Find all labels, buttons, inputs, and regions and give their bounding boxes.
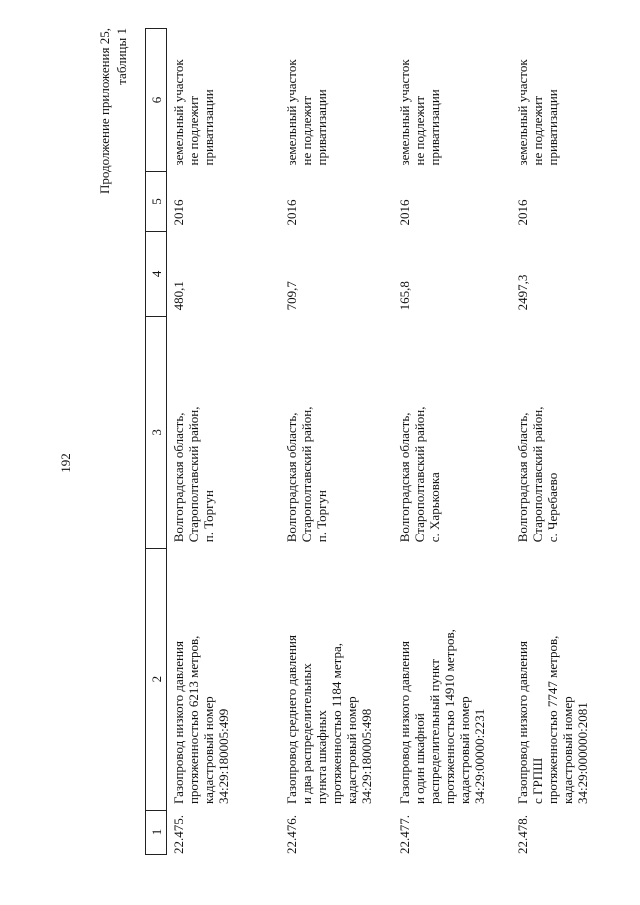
text-line: не подлежит bbox=[411, 95, 427, 166]
property-table bbox=[145, 28, 624, 888]
object-name bbox=[280, 548, 393, 810]
table-row bbox=[167, 29, 280, 889]
text-line: приватизации bbox=[313, 89, 329, 166]
text-line: с ГРПШ bbox=[529, 757, 545, 805]
header-col-2: 2 bbox=[146, 548, 167, 810]
text-line: не подлежит bbox=[529, 95, 545, 166]
object-location bbox=[393, 316, 511, 548]
object-status bbox=[280, 29, 393, 172]
object-area: 165,8 bbox=[396, 281, 412, 311]
row-number: 22.477. bbox=[396, 815, 412, 855]
text-line: 34:29:000000:2081 bbox=[574, 702, 590, 805]
text-line: 34:29:00000:2231 bbox=[471, 708, 487, 805]
text-line: 34:29:180005:498 bbox=[358, 708, 374, 805]
text-line: кадастровый номер bbox=[201, 696, 216, 805]
header-col-3: 3 bbox=[146, 316, 167, 548]
text-line: п. Торгун bbox=[313, 490, 329, 543]
text-line: Волгоградская область, bbox=[514, 412, 530, 543]
header-spacer bbox=[146, 854, 167, 888]
page-number: 192 bbox=[57, 453, 73, 473]
row-number: 22.476. bbox=[283, 815, 299, 855]
text-line: протяженностью 1184 метра, bbox=[328, 642, 344, 805]
object-area: 709,7 bbox=[283, 281, 299, 311]
text-line: с. Харьковка bbox=[426, 472, 442, 543]
text-line: не подлежит bbox=[186, 95, 201, 166]
text-line: приватизации bbox=[426, 89, 442, 166]
header-col-4: 4 bbox=[146, 231, 167, 316]
header-row bbox=[146, 29, 167, 889]
object-location bbox=[280, 316, 393, 548]
text-line: земельный участок bbox=[396, 59, 412, 166]
text-line: протяженностью 6213 метров, bbox=[186, 635, 201, 805]
table-row bbox=[511, 29, 624, 889]
text-line: Волгоградская область, bbox=[396, 412, 412, 543]
row-number: 22.475. bbox=[171, 815, 186, 855]
text-line: земельный участок bbox=[514, 59, 530, 166]
text-line: Старополтавский район, bbox=[186, 406, 201, 543]
text-line: кадастровый номер bbox=[456, 696, 472, 805]
object-location bbox=[511, 316, 624, 548]
text-line: приватизации bbox=[544, 89, 560, 166]
text-line: кадастровый номер bbox=[343, 696, 359, 805]
object-status bbox=[511, 29, 624, 172]
text-line: Газопровод низкого давления bbox=[396, 641, 412, 805]
header-col-5: 5 bbox=[146, 171, 167, 231]
text-line: не подлежит bbox=[298, 95, 314, 166]
object-status bbox=[393, 29, 511, 172]
object-location bbox=[167, 316, 280, 548]
text-line: п. Торгун bbox=[201, 490, 216, 543]
object-year: 2016 bbox=[396, 199, 412, 226]
object-name bbox=[511, 548, 624, 810]
text-line: и один шкафной bbox=[411, 713, 427, 805]
object-name bbox=[393, 548, 511, 810]
text-line: Старополтавский район, bbox=[298, 406, 314, 543]
caption-line-2: таблицы 1 bbox=[114, 28, 129, 85]
text-line: и два распределительных bbox=[298, 663, 314, 805]
table-caption bbox=[96, 28, 130, 298]
text-line: Старополтавский район, bbox=[529, 406, 545, 543]
object-year: 2016 bbox=[514, 199, 530, 226]
text-line: пункта шкафных bbox=[313, 710, 329, 805]
text-line: Газопровод среднего давления bbox=[283, 635, 299, 805]
text-line: земельный участок bbox=[283, 59, 299, 166]
header-col-1: 1 bbox=[146, 810, 167, 854]
text-line: протяженностью 14910 метров, bbox=[441, 629, 457, 805]
object-status bbox=[167, 29, 280, 172]
text-line: Газопровод низкого давления bbox=[514, 641, 530, 805]
text-line: Газопровод низкого давления bbox=[171, 641, 186, 805]
text-line: 34:29:180005:499 bbox=[216, 708, 231, 805]
object-name bbox=[167, 548, 280, 810]
header-col-6: 6 bbox=[146, 29, 167, 172]
text-line: кадастровый номер bbox=[559, 696, 575, 805]
text-line: земельный участок bbox=[171, 59, 186, 166]
text-line: протяженностью 7747 метров, bbox=[544, 635, 560, 805]
row-number: 22.478. bbox=[514, 815, 530, 855]
text-line: распределительный пункт bbox=[426, 659, 442, 805]
text-line: Волгоградская область, bbox=[171, 412, 186, 543]
object-area: 480,1 bbox=[171, 281, 186, 311]
caption-line-1: Продолжение приложения 25, bbox=[97, 28, 112, 195]
table-row bbox=[280, 29, 393, 889]
text-line: приватизации bbox=[201, 89, 216, 166]
object-area: 2497,3 bbox=[514, 274, 530, 311]
landscape-table-area bbox=[90, 28, 590, 888]
text-line: Старополтавский район, bbox=[411, 406, 427, 543]
object-year: 2016 bbox=[283, 199, 299, 226]
object-year: 2016 bbox=[171, 199, 186, 226]
table-row bbox=[393, 29, 511, 889]
text-line: с. Черебаево bbox=[544, 472, 560, 543]
text-line: Волгоградская область, bbox=[283, 412, 299, 543]
